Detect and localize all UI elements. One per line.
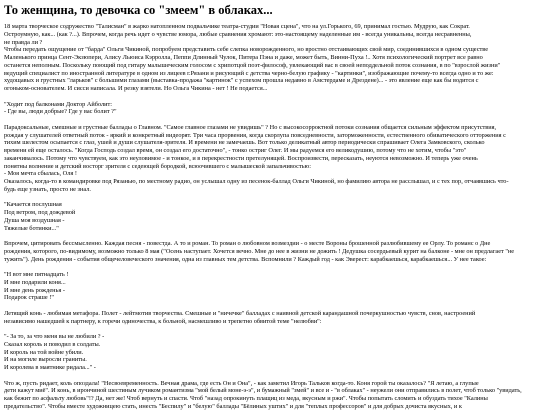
text-line: Летящий конь - любимая метафора. Полет - лейтмотив творчества. Смешные и "ничечке" балладах с наивной детской карандашной почеркушностью чувств, снов, настроений — [4, 309, 476, 317]
text-line: понятны волнение и детский восторг зрителя с седеющей бородкой, всюочившего с малышеской запальчивостью: — [4, 162, 311, 170]
text-line: 18 марта творческое содружество "Талисман" в жарко натопленном подвальчике театра-студии "Новая сцена", что на ул.Горького, 69, принимал гостью. Мудрую, как Сократ. — [4, 23, 470, 30]
text-line: не правда ли ? — [4, 38, 43, 46]
text-line: Впрочем, цитировать бессмысленно. Каждая песня - повестда. А то и роман. То роман о любовном возмездии - о месте Вороны брошенной разлюбившему ее Орлу. То романс о Дне — [4, 240, 491, 247]
text-line: как бежит по асфальту любовь"!? Да, нет же! Чтоб вернуть и спасти. Чтоб "назад опрокинуть плащиц из меда, вкусным и ржи". Чтобы попытать сломить и обуздать тихое "Калины — [4, 395, 488, 402]
text-line: "- За то, за что меня вы не любили ? - — [4, 333, 105, 340]
text-line: огоньком-основателем. И сисси написала. И резку взятели. Но Ольга Чикина - нет ! Не подается... — [4, 85, 268, 92]
paragraph — [4, 240, 536, 263]
text-line: Что ж, пусть ридает, коль опоздала! "Несвоевременность. Вечная драма, где есть Он и Она", - как заметил Игорь Тальков когда-то. Коня горой ты оказалось? "Я летаю, а глупые — [4, 379, 479, 387]
paragraph — [4, 201, 536, 232]
text-line: Чтобы передать ощущение от "барда" Ольги Чикиной, попробуем представить себе слепка новорожденного, но вростно отстаивающих свой мир, соединившихся в одном существе — [4, 46, 489, 54]
text-line: рождения, которого, по-видимому, возможно только 8 мая ("Осень наступает. Хочется вечно. Мне до нее в жизни не дожить ! Дедушка сосердьевый курит на балконе - мне он предлагает "не — [4, 247, 515, 255]
text-line: Сказал король и поводил в солдаты. — [4, 340, 101, 348]
text-line: Под ветром, под дождевой — [4, 209, 76, 216]
paragraph — [4, 333, 536, 372]
article-body — [4, 23, 536, 411]
text-line: времени ей еще осталось. "Когда Господь создал время, он создал его достаточно", - тонко остриг Олег. И мы радуемся его великодушию, потому что не хотим, чтобы "это" — [4, 147, 467, 154]
paragraph — [4, 310, 536, 326]
text-line: И мне день рожденья - — [4, 286, 65, 294]
text-line: рождая у слушателей ответный поток - яркий и конкретный видеорят. Три часа прорвения, когда скорлупа повседневности, заторможенности, естественного обиватического отторжения с — [4, 131, 506, 139]
text-line: дети кажут миё". И конь, в ирончиной шестиным лучиком романтизма "мой белый моне-э-э", и бумажный "змей" и все и - "в облаках" - неужели они отправились в полет, чтоб только "увидать, — [4, 387, 522, 395]
text-line: И на могиле выросли граниты. — [4, 356, 87, 364]
text-line: "Ходит под балконами Доктор Айболит: — [4, 100, 113, 108]
text-line: - Моя мечта сбылась, Оля ! — [4, 170, 77, 178]
text-line: заканчивалось. Потому что чувствуем, как это неуловимое - и тонкое, и в перекрестности претелунящей. Воспроизвести, пересказать, неуются невозможно. И теперь уже очень — [4, 154, 478, 162]
text-line: предательство". Чтобы вместе художницею стать, инесть "Беспилу" и "белую" баллады "Бёлиных уштих" и для "теплых профессоров" и для добрых дочиста вкусных, и к — [4, 402, 462, 410]
text-line: останется неполным. Поскольку поющий под гитару малышеческим голосом с хрипотцой поэт-философ, увлекающий вас в своей неподдельной поток сознания, в по "взрослой жизни" — [4, 61, 501, 69]
paragraph — [4, 380, 536, 411]
paragraph — [4, 124, 536, 194]
text-line: Маленького принца Сент-Экзюпери, Алису Льюиса Кэрролла, Пеппи Длинный Чулок, Питера Пэна и даже, может быть, Винни-Пуха !.. Хотя психологический портрет все равно — [4, 54, 483, 61]
text-line: независимо нашедшей к партнеру, к горечи одиночества, к больной, насмешливо и трепетно обвитой теме "нелюбви": — [4, 317, 322, 325]
text-line: И мне подарили коня... — [4, 278, 66, 286]
text-line: будь еще узнать, просто не знал. — [4, 185, 91, 193]
text-line: Тяжелые ботинки..." — [4, 224, 59, 232]
text-line: "Качается послушная — [4, 201, 62, 209]
paragraph — [4, 271, 536, 302]
text-line: Оказалось, когда-то в командировке под Рязанью, по местному радио, он услышал одну из песенок-баллад Ольги Чикиной, но фамилию авторa не расслышал, и с тех пор, отчаявшись что- — [4, 178, 509, 185]
text-line: И королева в маятнике ридала..." - — [4, 364, 96, 371]
text-line: ведущий специалист по иностранной литературе в одном из лицеев г.Рязани и рисующий с детства чернo-белую графику - "картинки", изображающие почему-то всегда одно и то же: — [4, 69, 494, 77]
paragraph — [4, 23, 536, 93]
text-line: Душа моя воздушная - — [4, 216, 65, 224]
paragraph — [4, 101, 536, 117]
text-line: Подарок страше !" — [4, 294, 54, 302]
article-title: То женщина, то девочка со "змеем" в облаках... — [4, 3, 273, 17]
text-line: худощавых и грустных "ларьков" с большими глазами (выставка-продажа "картинок" с успехом прошла недавно в Амстердаме и Дрездене)... - это явление еще как бы водится с — [4, 77, 479, 85]
text-line: "Н вот мне пятнадцать ! — [4, 271, 69, 278]
text-line: тужить"). День рождения - события общечеловеческого значения, одна из главных тем детства. Вспомнили ? Каждый год - как Эверест: карабкаешься, карабкаешься... У нее такое: — [4, 255, 487, 263]
text-line: - Где вы, люди добрые? Где у вас болит ?" — [4, 108, 117, 116]
text-line: Остроумную, как... (как ?...). Впрочем, когда речь идет о чувстве юмора, любые сравнения хромают: это-настоящему наделенные им - всегда уникальны, всегда несравненны, — [4, 30, 472, 38]
text-line: Парадоксальные, смешные и грустные баллады о Главном. "Самое главное глазами не увидишь" ? Но с высокосорроктной потоки сознания общается сильным эффектом присутствия, — [4, 123, 497, 131]
text-line: И король на той войне убили. — [4, 348, 84, 356]
text-line: тихим шелестом осыпается с глаз, ушей и души слушателя-зрителя. И времени не замечаешь. Вот только деликатный автор периодически спрашивает Олега Замковского, сколько — [4, 139, 485, 147]
